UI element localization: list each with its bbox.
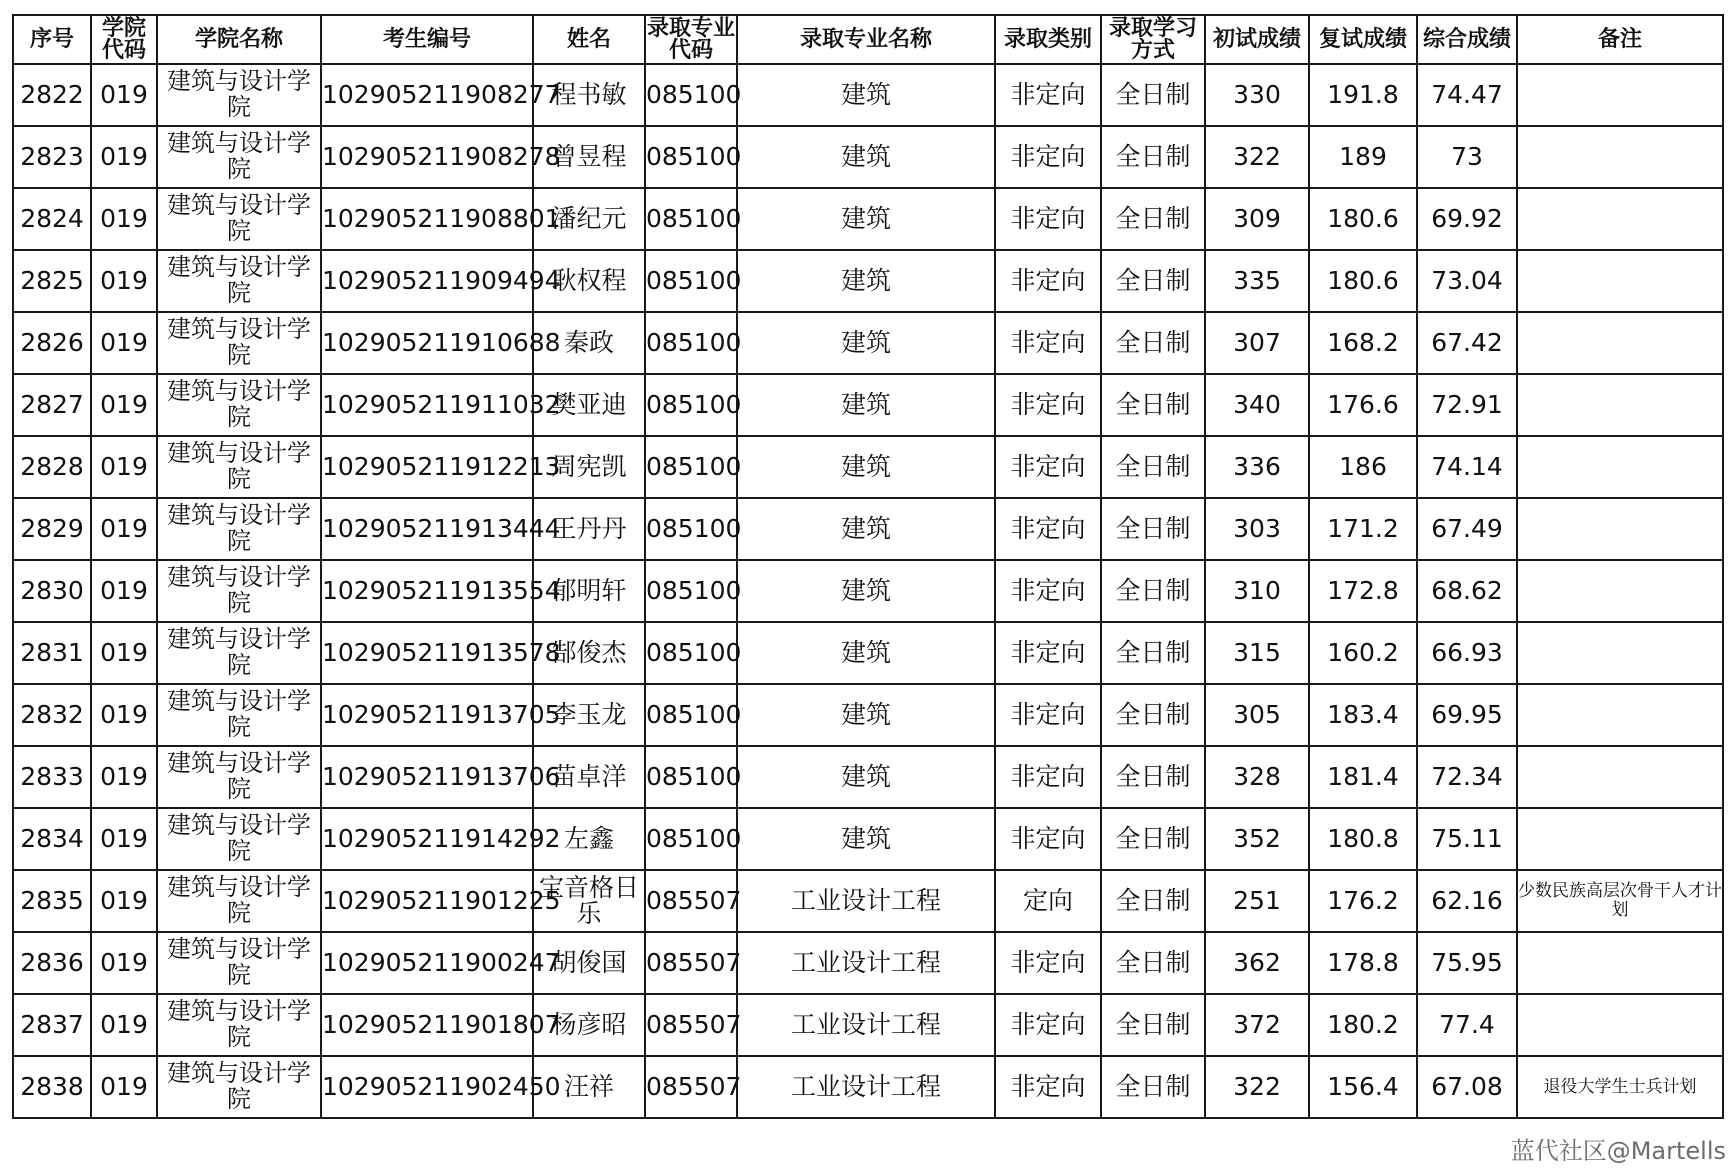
table-row xyxy=(13,250,1723,312)
retest-score-cell: 171.2 xyxy=(1309,498,1417,560)
prelim-score-cell: 307 xyxy=(1205,312,1309,374)
prelim-score-cell: 372 xyxy=(1205,994,1309,1056)
header-study-mode: 录取学习方式 xyxy=(1101,15,1205,64)
college-code-cell: 019 xyxy=(91,498,157,560)
major-name-cell: 建筑 xyxy=(737,64,995,126)
exam-id-cell: 102905211908801 xyxy=(321,188,533,250)
college-code-cell: 019 xyxy=(91,188,157,250)
exam-id-cell: 102905211901225 xyxy=(321,870,533,932)
study-mode-cell: 全日制 xyxy=(1101,312,1205,374)
total-score-cell: 77.4 xyxy=(1417,994,1517,1056)
admission-type-cell: 非定向 xyxy=(995,374,1101,436)
header-college-name: 学院名称 xyxy=(157,15,321,64)
total-score-cell: 62.16 xyxy=(1417,870,1517,932)
study-mode-cell: 全日制 xyxy=(1101,64,1205,126)
admission-type-cell: 非定向 xyxy=(995,994,1101,1056)
college-code-cell: 019 xyxy=(91,622,157,684)
table-row xyxy=(13,126,1723,188)
exam-id-cell: 102905211912213 xyxy=(321,436,533,498)
major-name-cell: 建筑 xyxy=(737,436,995,498)
college-name-cell: 建筑与设计学院 xyxy=(157,188,321,250)
seq-cell: 2827 xyxy=(13,374,91,436)
admission-type-cell: 非定向 xyxy=(995,312,1101,374)
retest-score-cell: 186 xyxy=(1309,436,1417,498)
study-mode-cell: 全日制 xyxy=(1101,436,1205,498)
prelim-score-cell: 251 xyxy=(1205,870,1309,932)
header-seq: 序号 xyxy=(13,15,91,64)
admission-type-cell: 非定向 xyxy=(995,746,1101,808)
retest-score-cell: 156.4 xyxy=(1309,1056,1417,1118)
name-cell: 周宪凯 xyxy=(533,436,645,498)
note-cell xyxy=(1517,374,1723,436)
exam-id-cell: 102905211908277 xyxy=(321,64,533,126)
prelim-score-cell: 303 xyxy=(1205,498,1309,560)
study-mode-cell: 全日制 xyxy=(1101,808,1205,870)
exam-id-cell: 102905211913705 xyxy=(321,684,533,746)
header-note: 备注 xyxy=(1517,15,1723,64)
college-name-cell: 建筑与设计学院 xyxy=(157,312,321,374)
college-code-cell: 019 xyxy=(91,560,157,622)
study-mode-cell: 全日制 xyxy=(1101,1056,1205,1118)
major-code-cell: 085100 xyxy=(645,250,737,312)
seq-cell: 2835 xyxy=(13,870,91,932)
name-cell: 郁明轩 xyxy=(533,560,645,622)
college-code-cell: 019 xyxy=(91,312,157,374)
total-score-cell: 67.08 xyxy=(1417,1056,1517,1118)
seq-cell: 2822 xyxy=(13,64,91,126)
major-name-cell: 建筑 xyxy=(737,746,995,808)
retest-score-cell: 181.4 xyxy=(1309,746,1417,808)
exam-id-cell: 102905211900247 xyxy=(321,932,533,994)
note-cell: 少数民族高层次骨干人才计划 xyxy=(1517,870,1723,932)
table-row xyxy=(13,498,1723,560)
name-cell: 郜俊杰 xyxy=(533,622,645,684)
study-mode-cell: 全日制 xyxy=(1101,746,1205,808)
seq-cell: 2823 xyxy=(13,126,91,188)
college-code-cell: 019 xyxy=(91,994,157,1056)
major-code-cell: 085100 xyxy=(645,684,737,746)
retest-score-cell: 180.8 xyxy=(1309,808,1417,870)
exam-id-cell: 102905211913578 xyxy=(321,622,533,684)
college-name-cell: 建筑与设计学院 xyxy=(157,994,321,1056)
college-name-cell: 建筑与设计学院 xyxy=(157,498,321,560)
total-score-cell: 73.04 xyxy=(1417,250,1517,312)
major-name-cell: 建筑 xyxy=(737,250,995,312)
admission-table xyxy=(12,14,1724,1119)
exam-id-cell: 102905211913444 xyxy=(321,498,533,560)
college-code-cell: 019 xyxy=(91,1056,157,1118)
exam-id-cell: 102905211914292 xyxy=(321,808,533,870)
study-mode-cell: 全日制 xyxy=(1101,498,1205,560)
header-major-code: 录取专业代码 xyxy=(646,15,735,63)
name-cell: 曾昱程 xyxy=(533,126,645,188)
note-cell xyxy=(1517,64,1723,126)
retest-score-cell: 183.4 xyxy=(1309,684,1417,746)
major-code-cell: 085100 xyxy=(645,436,737,498)
note-cell xyxy=(1517,808,1723,870)
major-code-cell: 085100 xyxy=(645,498,737,560)
prelim-score-cell: 330 xyxy=(1205,64,1309,126)
table-header-row xyxy=(13,15,1723,64)
college-code-cell: 019 xyxy=(91,808,157,870)
retest-score-cell: 189 xyxy=(1309,126,1417,188)
seq-cell: 2831 xyxy=(13,622,91,684)
admission-type-cell: 非定向 xyxy=(995,1056,1101,1118)
retest-score-cell: 191.8 xyxy=(1309,64,1417,126)
college-code-cell: 019 xyxy=(91,870,157,932)
header-admission-type: 录取类别 xyxy=(995,15,1101,64)
header-exam-id: 考生编号 xyxy=(321,15,533,64)
major-name-cell: 工业设计工程 xyxy=(737,1056,995,1118)
total-score-cell: 67.42 xyxy=(1417,312,1517,374)
retest-score-cell: 178.8 xyxy=(1309,932,1417,994)
study-mode-cell: 全日制 xyxy=(1101,560,1205,622)
note-cell xyxy=(1517,746,1723,808)
seq-cell: 2832 xyxy=(13,684,91,746)
table-body xyxy=(13,64,1723,1118)
seq-cell: 2826 xyxy=(13,312,91,374)
retest-score-cell: 172.8 xyxy=(1309,560,1417,622)
note-cell: 退役大学生士兵计划 xyxy=(1517,1056,1723,1118)
major-name-cell: 建筑 xyxy=(737,126,995,188)
major-code-cell: 085100 xyxy=(645,746,737,808)
major-name-cell: 工业设计工程 xyxy=(737,994,995,1056)
name-cell: 潘纪元 xyxy=(533,188,645,250)
major-name-cell: 建筑 xyxy=(737,498,995,560)
name-cell: 王丹丹 xyxy=(533,498,645,560)
total-score-cell: 69.92 xyxy=(1417,188,1517,250)
table-row xyxy=(13,622,1723,684)
college-code-cell: 019 xyxy=(91,64,157,126)
table-row xyxy=(13,684,1723,746)
note-cell xyxy=(1517,250,1723,312)
table-row xyxy=(13,1056,1723,1118)
retest-score-cell: 160.2 xyxy=(1309,622,1417,684)
major-name-cell: 建筑 xyxy=(737,188,995,250)
seq-cell: 2830 xyxy=(13,560,91,622)
college-name-cell: 建筑与设计学院 xyxy=(157,746,321,808)
college-name-cell: 建筑与设计学院 xyxy=(157,932,321,994)
table-row xyxy=(13,808,1723,870)
exam-id-cell: 102905211908278 xyxy=(321,126,533,188)
major-code-cell: 085100 xyxy=(645,374,737,436)
header-major-name: 录取专业名称 xyxy=(737,15,995,64)
exam-id-cell: 102905211913706 xyxy=(321,746,533,808)
seq-cell: 2829 xyxy=(13,498,91,560)
table-row xyxy=(13,746,1723,808)
admission-type-cell: 定向 xyxy=(995,870,1101,932)
major-code-cell: 085100 xyxy=(645,64,737,126)
major-code-cell: 085507 xyxy=(645,994,737,1056)
major-code-cell: 085100 xyxy=(645,312,737,374)
note-cell xyxy=(1517,994,1723,1056)
admission-type-cell: 非定向 xyxy=(995,684,1101,746)
table-row xyxy=(13,64,1723,126)
prelim-score-cell: 336 xyxy=(1205,436,1309,498)
name-cell: 苗卓洋 xyxy=(533,746,645,808)
college-code-cell: 019 xyxy=(91,684,157,746)
name-cell: 杨彦昭 xyxy=(533,994,645,1056)
study-mode-cell: 全日制 xyxy=(1101,126,1205,188)
college-name-cell: 建筑与设计学院 xyxy=(157,684,321,746)
college-name-cell: 建筑与设计学院 xyxy=(157,374,321,436)
college-name-cell: 建筑与设计学院 xyxy=(157,560,321,622)
total-score-cell: 72.34 xyxy=(1417,746,1517,808)
name-cell: 秦政 xyxy=(533,312,645,374)
prelim-score-cell: 322 xyxy=(1205,1056,1309,1118)
exam-id-cell: 102905211909494 xyxy=(321,250,533,312)
college-name-cell: 建筑与设计学院 xyxy=(157,126,321,188)
major-code-cell: 085100 xyxy=(645,560,737,622)
total-score-cell: 69.95 xyxy=(1417,684,1517,746)
exam-id-cell: 102905211910688 xyxy=(321,312,533,374)
seq-cell: 2834 xyxy=(13,808,91,870)
major-name-cell: 工业设计工程 xyxy=(737,870,995,932)
college-name-cell: 建筑与设计学院 xyxy=(157,808,321,870)
header-name: 姓名 xyxy=(533,15,645,64)
watermark: 蓝代社区@Martells xyxy=(1510,1137,1726,1165)
study-mode-cell: 全日制 xyxy=(1101,870,1205,932)
major-name-cell: 建筑 xyxy=(737,808,995,870)
college-name-cell: 建筑与设计学院 xyxy=(157,250,321,312)
name-cell: 程书敏 xyxy=(533,64,645,126)
note-cell xyxy=(1517,188,1723,250)
name-cell: 李玉龙 xyxy=(533,684,645,746)
major-code-cell: 085100 xyxy=(645,622,737,684)
prelim-score-cell: 305 xyxy=(1205,684,1309,746)
total-score-cell: 74.47 xyxy=(1417,64,1517,126)
prelim-score-cell: 335 xyxy=(1205,250,1309,312)
major-name-cell: 建筑 xyxy=(737,312,995,374)
header-total-score: 综合成绩 xyxy=(1417,15,1517,64)
major-code-cell: 085100 xyxy=(645,126,737,188)
prelim-score-cell: 340 xyxy=(1205,374,1309,436)
prelim-score-cell: 328 xyxy=(1205,746,1309,808)
table-row xyxy=(13,436,1723,498)
retest-score-cell: 180.6 xyxy=(1309,188,1417,250)
retest-score-cell: 180.6 xyxy=(1309,250,1417,312)
table-row xyxy=(13,312,1723,374)
admission-type-cell: 非定向 xyxy=(995,560,1101,622)
major-code-cell: 085100 xyxy=(645,188,737,250)
total-score-cell: 67.49 xyxy=(1417,498,1517,560)
study-mode-cell: 全日制 xyxy=(1101,622,1205,684)
college-code-cell: 019 xyxy=(91,436,157,498)
note-cell xyxy=(1517,436,1723,498)
major-name-cell: 建筑 xyxy=(737,684,995,746)
study-mode-cell: 全日制 xyxy=(1101,684,1205,746)
seq-cell: 2824 xyxy=(13,188,91,250)
note-cell xyxy=(1517,126,1723,188)
note-cell xyxy=(1517,312,1723,374)
college-name-cell: 建筑与设计学院 xyxy=(157,1056,321,1118)
prelim-score-cell: 310 xyxy=(1205,560,1309,622)
major-code-cell: 085507 xyxy=(645,932,737,994)
college-code-cell: 019 xyxy=(91,932,157,994)
college-code-cell: 019 xyxy=(91,746,157,808)
note-cell xyxy=(1517,498,1723,560)
study-mode-cell: 全日制 xyxy=(1101,374,1205,436)
prelim-score-cell: 322 xyxy=(1205,126,1309,188)
table-row xyxy=(13,188,1723,250)
admission-type-cell: 非定向 xyxy=(995,808,1101,870)
header-prelim-score: 初试成绩 xyxy=(1205,15,1309,64)
admission-type-cell: 非定向 xyxy=(995,250,1101,312)
note-cell xyxy=(1517,932,1723,994)
total-score-cell: 73 xyxy=(1417,126,1517,188)
name-cell: 左鑫 xyxy=(533,808,645,870)
college-name-cell: 建筑与设计学院 xyxy=(157,622,321,684)
exam-id-cell: 102905211911032 xyxy=(321,374,533,436)
major-name-cell: 工业设计工程 xyxy=(737,932,995,994)
prelim-score-cell: 315 xyxy=(1205,622,1309,684)
prelim-score-cell: 362 xyxy=(1205,932,1309,994)
admission-type-cell: 非定向 xyxy=(995,498,1101,560)
total-score-cell: 75.11 xyxy=(1417,808,1517,870)
table-row xyxy=(13,932,1723,994)
exam-id-cell: 102905211901807 xyxy=(321,994,533,1056)
retest-score-cell: 168.2 xyxy=(1309,312,1417,374)
note-cell xyxy=(1517,684,1723,746)
study-mode-cell: 全日制 xyxy=(1101,994,1205,1056)
major-code-cell: 085507 xyxy=(645,1056,737,1118)
name-cell: 樊亚迪 xyxy=(533,374,645,436)
seq-cell: 2837 xyxy=(13,994,91,1056)
major-code-cell: 085507 xyxy=(645,870,737,932)
seq-cell: 2833 xyxy=(13,746,91,808)
table-row xyxy=(13,374,1723,436)
total-score-cell: 68.62 xyxy=(1417,560,1517,622)
name-cell: 耿权程 xyxy=(533,250,645,312)
retest-score-cell: 176.6 xyxy=(1309,374,1417,436)
college-name-cell: 建筑与设计学院 xyxy=(157,64,321,126)
seq-cell: 2836 xyxy=(13,932,91,994)
name-cell: 汪祥 xyxy=(533,1056,645,1118)
college-name-cell: 建筑与设计学院 xyxy=(157,870,321,932)
admission-type-cell: 非定向 xyxy=(995,436,1101,498)
major-name-cell: 建筑 xyxy=(737,560,995,622)
study-mode-cell: 全日制 xyxy=(1101,188,1205,250)
prelim-score-cell: 309 xyxy=(1205,188,1309,250)
table-row xyxy=(13,560,1723,622)
seq-cell: 2838 xyxy=(13,1056,91,1118)
college-code-cell: 019 xyxy=(91,374,157,436)
seq-cell: 2825 xyxy=(13,250,91,312)
note-cell xyxy=(1517,560,1723,622)
header-college-code: 学院代码 xyxy=(91,15,157,64)
exam-id-cell: 102905211913554 xyxy=(321,560,533,622)
name-cell: 胡俊国 xyxy=(533,932,645,994)
name-cell: 宝音格日乐 xyxy=(533,870,645,932)
table-row xyxy=(13,870,1723,932)
major-name-cell: 建筑 xyxy=(737,622,995,684)
admission-type-cell: 非定向 xyxy=(995,932,1101,994)
seq-cell: 2828 xyxy=(13,436,91,498)
admission-type-cell: 非定向 xyxy=(995,188,1101,250)
table-row xyxy=(13,994,1723,1056)
note-cell xyxy=(1517,622,1723,684)
major-code-cell: 085100 xyxy=(645,808,737,870)
retest-score-cell: 180.2 xyxy=(1309,994,1417,1056)
admission-type-cell: 非定向 xyxy=(995,64,1101,126)
college-name-cell: 建筑与设计学院 xyxy=(157,436,321,498)
prelim-score-cell: 352 xyxy=(1205,808,1309,870)
total-score-cell: 75.95 xyxy=(1417,932,1517,994)
admission-type-cell: 非定向 xyxy=(995,622,1101,684)
major-name-cell: 建筑 xyxy=(737,374,995,436)
total-score-cell: 72.91 xyxy=(1417,374,1517,436)
exam-id-cell: 102905211902450 xyxy=(321,1056,533,1118)
study-mode-cell: 全日制 xyxy=(1101,932,1205,994)
college-code-cell: 019 xyxy=(91,126,157,188)
college-code-cell: 019 xyxy=(91,250,157,312)
study-mode-cell: 全日制 xyxy=(1101,250,1205,312)
admission-type-cell: 非定向 xyxy=(995,126,1101,188)
header-retest-score: 复试成绩 xyxy=(1309,15,1417,64)
total-score-cell: 74.14 xyxy=(1417,436,1517,498)
retest-score-cell: 176.2 xyxy=(1309,870,1417,932)
total-score-cell: 66.93 xyxy=(1417,622,1517,684)
